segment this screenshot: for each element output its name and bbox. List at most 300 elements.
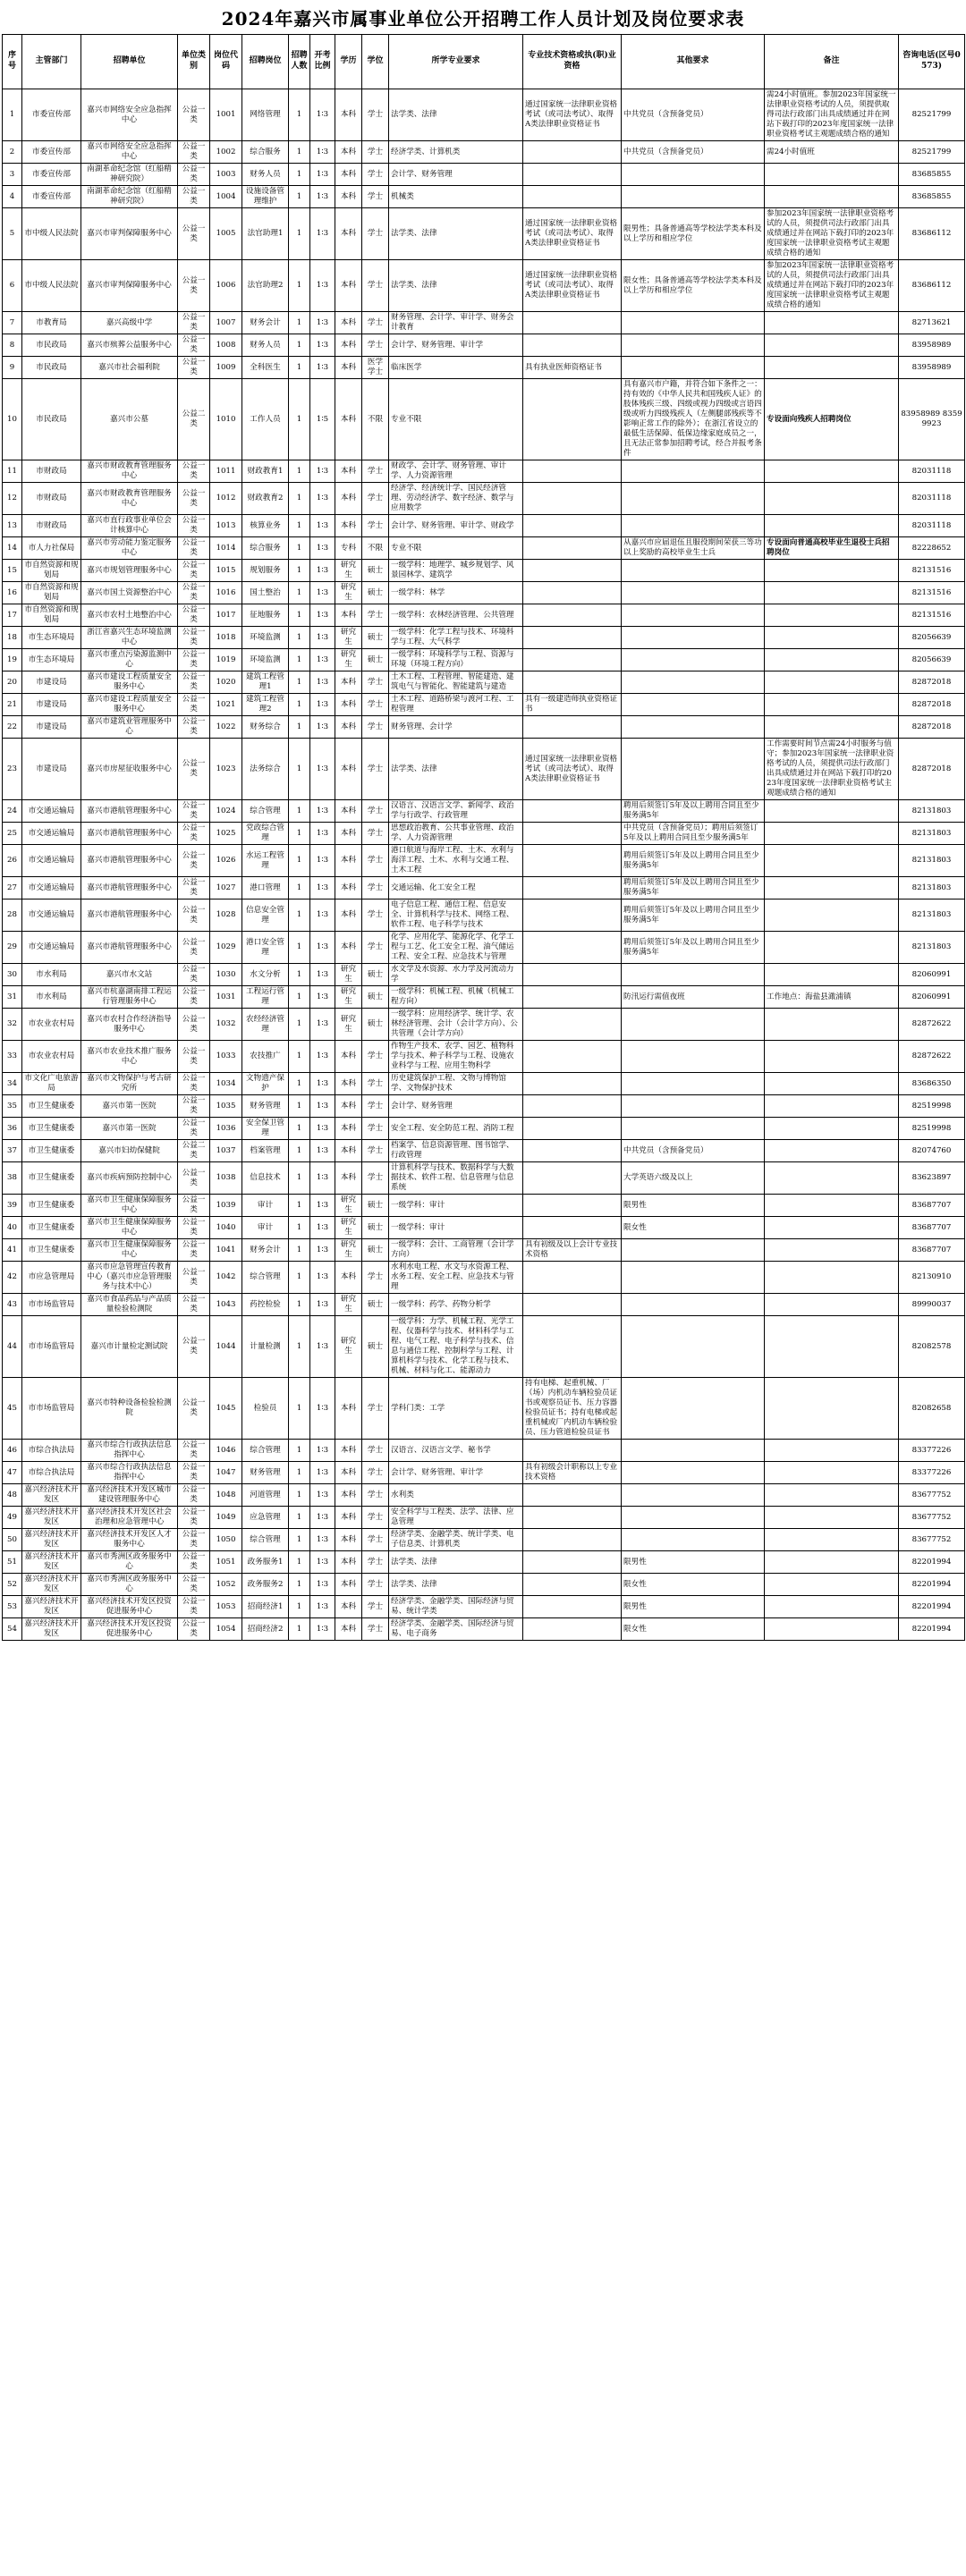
cell-remarks: [765, 312, 899, 334]
cell-headcount: 1: [289, 1294, 310, 1316]
cell-employer: 嘉兴市港航管理服务中心: [81, 932, 178, 964]
cell-phone: 82131803: [899, 932, 965, 964]
cell-phone: 83677752: [899, 1484, 965, 1507]
cell-index: 43: [3, 1294, 22, 1316]
cell-degree: 硕士: [362, 964, 389, 986]
cell-exam-ratio: 1∶3: [310, 1095, 335, 1118]
cell-unit-type: 公益一类: [178, 1009, 210, 1041]
cell-unit-type: 公益二类: [178, 1140, 210, 1162]
cell-exam-ratio: 1∶3: [310, 460, 335, 483]
cell-qualification: 具有初级及以上会计专业技术资格: [523, 1239, 622, 1262]
cell-qualification: [523, 845, 622, 877]
cell-major: 水利类: [389, 1484, 523, 1507]
cell-qualification: 通过国家统一法律职业资格考试（或司法考试）、取得A类法律职业资格证书: [523, 208, 622, 260]
cell-unit-type: 公益一类: [178, 89, 210, 141]
cell-headcount: 1: [289, 1529, 310, 1551]
cell-remarks: [765, 716, 899, 739]
cell-department: 市交通运输局: [22, 899, 81, 932]
cell-major: 一级学科：审计: [389, 1217, 523, 1239]
cell-index: 48: [3, 1484, 22, 1507]
cell-headcount: 1: [289, 1551, 310, 1574]
cell-phone: 82131803: [899, 877, 965, 899]
cell-headcount: 1: [289, 1507, 310, 1529]
cell-position-code: 1035: [210, 1095, 242, 1118]
cell-phone: 82031118: [899, 460, 965, 483]
cell-position: 法官助理1: [242, 208, 289, 260]
cell-major: 档案学、信息资源管理、图书馆学、行政管理: [389, 1140, 523, 1162]
cell-major: 土木工程、道路桥梁与渡河工程、工程管理: [389, 694, 523, 716]
cell-remarks: [765, 1551, 899, 1574]
cell-major: 港口航道与海岸工程、土木、水利与海洋工程、土木、水利与交通工程、土木工程: [389, 845, 523, 877]
cell-unit-type: 公益一类: [178, 1529, 210, 1551]
cell-position: 招商经济1: [242, 1596, 289, 1618]
cell-employer: 嘉兴市综合行政执法信息指挥中心: [81, 1440, 178, 1462]
cell-major: 电子信息工程、通信工程、信息安全、计算机科学与技术、网络工程、软件工程、电子科学与技术: [389, 899, 523, 932]
cell-phone: 82056639: [899, 649, 965, 671]
cell-phone: 83958989: [899, 334, 965, 357]
cell-headcount: 1: [289, 357, 310, 379]
cell-department: 市委宣传部: [22, 186, 81, 208]
cell-other-requirements: [622, 357, 765, 379]
cell-position: 国土整治: [242, 582, 289, 604]
cell-phone: 82060991: [899, 986, 965, 1009]
cell-major: 一级学科：化学工程与技术、环境科学与工程、大气科学: [389, 627, 523, 649]
cell-unit-type: 公益一类: [178, 1618, 210, 1641]
cell-qualification: [523, 334, 622, 357]
cell-position-code: 1015: [210, 560, 242, 582]
cell-employer: 嘉兴市港航管理服务中心: [81, 845, 178, 877]
cell-index: 41: [3, 1239, 22, 1262]
cell-department: 嘉兴经济技术开发区: [22, 1484, 81, 1507]
table-row: [3, 1378, 965, 1440]
cell-headcount: 1: [289, 1378, 310, 1440]
cell-employer: 嘉兴市审判保障服务中心: [81, 260, 178, 312]
cell-other-requirements: 聘用后须签订5年及以上聘用合同且至少服务满5年: [622, 800, 765, 823]
cell-position-code: 1019: [210, 649, 242, 671]
table-row: [3, 1462, 965, 1484]
cell-index: 40: [3, 1217, 22, 1239]
cell-employer: 嘉兴市财政教育管理服务中心: [81, 483, 178, 515]
cell-exam-ratio: 1∶3: [310, 208, 335, 260]
cell-degree: 学士: [362, 260, 389, 312]
cell-qualification: [523, 1484, 622, 1507]
table-row: [3, 260, 965, 312]
cell-other-requirements: 中共党员（含预备党员）: [622, 1140, 765, 1162]
cell-index: 35: [3, 1095, 22, 1118]
cell-position: 政务服务2: [242, 1574, 289, 1596]
cell-other-requirements: [622, 582, 765, 604]
cell-other-requirements: [622, 1462, 765, 1484]
cell-degree: 学士: [362, 460, 389, 483]
cell-remarks: [765, 671, 899, 694]
cell-education: 研究生: [335, 986, 362, 1009]
header-department: 主管部门: [22, 35, 81, 89]
cell-department: 市自然资源和规划局: [22, 560, 81, 582]
cell-major: 法学类、法律: [389, 739, 523, 800]
cell-other-requirements: 聘用后须签订5年及以上聘用合同且至少服务满5年: [622, 845, 765, 877]
cell-degree: 学士: [362, 1507, 389, 1529]
cell-unit-type: 公益一类: [178, 1262, 210, 1294]
cell-position-code: 1007: [210, 312, 242, 334]
cell-position-code: 1002: [210, 141, 242, 164]
cell-index: 12: [3, 483, 22, 515]
cell-other-requirements: 限女性: [622, 1618, 765, 1641]
cell-department: 市生态环境局: [22, 627, 81, 649]
cell-degree: 学士: [362, 334, 389, 357]
cell-degree: 学士: [362, 515, 389, 537]
cell-exam-ratio: 1∶3: [310, 823, 335, 845]
cell-remarks: [765, 1596, 899, 1618]
cell-department: 市自然资源和规划局: [22, 582, 81, 604]
cell-exam-ratio: 1∶3: [310, 483, 335, 515]
cell-unit-type: 公益一类: [178, 964, 210, 986]
cell-position: 农经经济管理: [242, 1009, 289, 1041]
cell-position: 招商经济2: [242, 1618, 289, 1641]
cell-phone: 83687707: [899, 1217, 965, 1239]
cell-education: 本科: [335, 1041, 362, 1073]
cell-exam-ratio: 1∶3: [310, 1140, 335, 1162]
cell-headcount: 1: [289, 627, 310, 649]
table-row: [3, 164, 965, 186]
cell-qualification: [523, 1009, 622, 1041]
cell-qualification: 具有一级建造师执业资格证书: [523, 694, 622, 716]
cell-index: 34: [3, 1073, 22, 1095]
cell-employer: 嘉兴市建筑业管理服务中心: [81, 716, 178, 739]
cell-qualification: [523, 1162, 622, 1195]
cell-headcount: 1: [289, 164, 310, 186]
cell-index: 36: [3, 1118, 22, 1140]
cell-major: 会计学、财务管理、审计学: [389, 334, 523, 357]
cell-remarks: [765, 877, 899, 899]
cell-position-code: 1006: [210, 260, 242, 312]
cell-index: 3: [3, 164, 22, 186]
cell-other-requirements: 限男性: [622, 1195, 765, 1217]
cell-phone: 82872018: [899, 671, 965, 694]
cell-headcount: 1: [289, 823, 310, 845]
cell-headcount: 1: [289, 845, 310, 877]
cell-degree: 学士: [362, 1596, 389, 1618]
cell-index: 17: [3, 604, 22, 627]
cell-department: 嘉兴经济技术开发区: [22, 1596, 81, 1618]
cell-position: 信息安全管理: [242, 899, 289, 932]
cell-position: 文物遗产保护: [242, 1073, 289, 1095]
cell-headcount: 1: [289, 141, 310, 164]
cell-employer: 嘉兴市直行政事业单位会计核算中心: [81, 515, 178, 537]
cell-index: 38: [3, 1162, 22, 1195]
cell-employer: 浙江省嘉兴生态环境监测中心: [81, 627, 178, 649]
cell-qualification: [523, 1073, 622, 1095]
cell-phone: 82082658: [899, 1378, 965, 1440]
cell-exam-ratio: 1∶3: [310, 1217, 335, 1239]
cell-headcount: 1: [289, 1095, 310, 1118]
cell-other-requirements: [622, 1073, 765, 1095]
cell-headcount: 1: [289, 1618, 310, 1641]
cell-headcount: 1: [289, 1140, 310, 1162]
cell-department: 市交通运输局: [22, 932, 81, 964]
cell-degree: 硕士: [362, 560, 389, 582]
cell-major: 安全科学与工程类、法学、法律、应急管理: [389, 1507, 523, 1529]
cell-degree: 学士: [362, 899, 389, 932]
cell-major: 作物生产技术、农学、园艺、植物科学与技术、种子科学与工程、设施农业科学与工程、应用生物科学: [389, 1041, 523, 1073]
cell-position: 财政教育2: [242, 483, 289, 515]
cell-index: 9: [3, 357, 22, 379]
cell-employer: 嘉兴市计量检定测试院: [81, 1316, 178, 1378]
cell-index: 29: [3, 932, 22, 964]
cell-position-code: 1026: [210, 845, 242, 877]
table-row: [3, 899, 965, 932]
cell-qualification: [523, 1507, 622, 1529]
cell-degree: 学士: [362, 1262, 389, 1294]
cell-education: 本科: [335, 357, 362, 379]
cell-degree: 学士: [362, 89, 389, 141]
cell-other-requirements: [622, 739, 765, 800]
cell-position-code: 1021: [210, 694, 242, 716]
cell-other-requirements: [622, 604, 765, 627]
cell-index: 18: [3, 627, 22, 649]
cell-phone: 83958989 83599923: [899, 379, 965, 460]
cell-employer: 嘉兴市网络安全应急指挥中心: [81, 141, 178, 164]
cell-headcount: 1: [289, 312, 310, 334]
cell-phone: 82201994: [899, 1618, 965, 1641]
cell-education: 本科: [335, 260, 362, 312]
cell-position-code: 1045: [210, 1378, 242, 1440]
cell-phone: 82074760: [899, 1140, 965, 1162]
cell-index: 26: [3, 845, 22, 877]
cell-unit-type: 公益一类: [178, 1551, 210, 1574]
cell-major: 一级学科：审计: [389, 1195, 523, 1217]
cell-qualification: [523, 1618, 622, 1641]
cell-position: 环境监测: [242, 627, 289, 649]
cell-phone: 82872018: [899, 739, 965, 800]
cell-qualification: [523, 1118, 622, 1140]
cell-position-code: 1025: [210, 823, 242, 845]
cell-education: 本科: [335, 1118, 362, 1140]
cell-phone: 83377226: [899, 1440, 965, 1462]
cell-qualification: [523, 379, 622, 460]
cell-phone: 83686112: [899, 260, 965, 312]
cell-position-code: 1052: [210, 1574, 242, 1596]
cell-employer: 嘉兴市规划管理服务中心: [81, 560, 178, 582]
cell-degree: 学士: [362, 671, 389, 694]
cell-remarks: [765, 649, 899, 671]
cell-index: 24: [3, 800, 22, 823]
cell-qualification: [523, 1551, 622, 1574]
cell-employer: 嘉兴市公墓: [81, 379, 178, 460]
cell-department: 市建设局: [22, 671, 81, 694]
cell-position-code: 1018: [210, 627, 242, 649]
cell-education: 研究生: [335, 1195, 362, 1217]
cell-education: 本科: [335, 312, 362, 334]
cell-education: 本科: [335, 800, 362, 823]
cell-other-requirements: [622, 694, 765, 716]
cell-department: 市财政局: [22, 483, 81, 515]
cell-index: 54: [3, 1618, 22, 1641]
cell-major: 法学类、法律: [389, 89, 523, 141]
cell-remarks: [765, 1118, 899, 1140]
cell-exam-ratio: 1∶3: [310, 141, 335, 164]
cell-unit-type: 公益一类: [178, 1574, 210, 1596]
cell-department: 市委宣传部: [22, 89, 81, 141]
cell-position-code: 1027: [210, 877, 242, 899]
cell-headcount: 1: [289, 899, 310, 932]
cell-employer: 嘉兴市港航管理服务中心: [81, 823, 178, 845]
cell-education: 本科: [335, 141, 362, 164]
cell-qualification: [523, 460, 622, 483]
cell-degree: 硕士: [362, 1009, 389, 1041]
cell-remarks: [765, 515, 899, 537]
cell-unit-type: 公益一类: [178, 823, 210, 845]
cell-index: 8: [3, 334, 22, 357]
table-row: [3, 716, 965, 739]
cell-index: 28: [3, 899, 22, 932]
cell-department: 市中级人民法院: [22, 208, 81, 260]
cell-employer: 嘉兴市网络安全应急指挥中心: [81, 89, 178, 141]
cell-index: 4: [3, 186, 22, 208]
cell-unit-type: 公益一类: [178, 1316, 210, 1378]
cell-exam-ratio: 1∶3: [310, 899, 335, 932]
cell-headcount: 1: [289, 694, 310, 716]
cell-employer: 嘉兴市农村土地整治中心: [81, 604, 178, 627]
cell-degree: 硕士: [362, 649, 389, 671]
cell-education: 研究生: [335, 1316, 362, 1378]
cell-headcount: 1: [289, 208, 310, 260]
header-major: 所学专业要求: [389, 35, 523, 89]
cell-index: 47: [3, 1462, 22, 1484]
cell-major: 历史建筑保护工程、文物与博物馆学、文物保护技术: [389, 1073, 523, 1095]
table-row: [3, 357, 965, 379]
cell-other-requirements: [622, 1378, 765, 1440]
cell-position: 计量检测: [242, 1316, 289, 1378]
cell-other-requirements: [622, 1294, 765, 1316]
cell-index: 51: [3, 1551, 22, 1574]
cell-degree: 医学学士: [362, 357, 389, 379]
header-exam-ratio: 开考比例: [310, 35, 335, 89]
cell-index: 2: [3, 141, 22, 164]
cell-exam-ratio: 1∶3: [310, 1262, 335, 1294]
cell-employer: 嘉兴市建设工程质量安全服务中心: [81, 694, 178, 716]
cell-major: 一级学科：药学、药物分析学: [389, 1294, 523, 1316]
cell-position: 审计: [242, 1195, 289, 1217]
cell-position: 财务人员: [242, 334, 289, 357]
cell-phone: 82519998: [899, 1118, 965, 1140]
cell-education: 研究生: [335, 1009, 362, 1041]
header-unit-type: 单位类别: [178, 35, 210, 89]
cell-phone: 83685855: [899, 186, 965, 208]
table-row: [3, 649, 965, 671]
cell-unit-type: 公益一类: [178, 260, 210, 312]
cell-education: 本科: [335, 1095, 362, 1118]
cell-exam-ratio: 1∶3: [310, 1195, 335, 1217]
cell-position: 财务会计: [242, 1239, 289, 1262]
table-row: [3, 379, 965, 460]
cell-remarks: 参加2023年国家统一法律职业资格考试的人员，须提供司法行政部门出具成绩通过并在网站下载打印的2023年度国家统一法律职业资格考试主观题成绩合格的通知: [765, 260, 899, 312]
table-row: [3, 483, 965, 515]
table-row: [3, 877, 965, 899]
cell-headcount: 1: [289, 1041, 310, 1073]
cell-headcount: 1: [289, 334, 310, 357]
table-row: [3, 964, 965, 986]
table-row: [3, 1073, 965, 1095]
cell-exam-ratio: 1∶3: [310, 739, 335, 800]
cell-other-requirements: [622, 671, 765, 694]
cell-phone: 82872018: [899, 694, 965, 716]
cell-qualification: [523, 312, 622, 334]
cell-degree: 学士: [362, 739, 389, 800]
cell-index: 42: [3, 1262, 22, 1294]
cell-phone: 82082578: [899, 1316, 965, 1378]
cell-position-code: 1030: [210, 964, 242, 986]
cell-department: 市卫生健康委: [22, 1217, 81, 1239]
cell-qualification: [523, 582, 622, 604]
table-row: [3, 823, 965, 845]
cell-other-requirements: 中共党员（含预备党员）: [622, 141, 765, 164]
cell-unit-type: 公益二类: [178, 379, 210, 460]
table-row: [3, 1009, 965, 1041]
cell-exam-ratio: 1∶3: [310, 260, 335, 312]
table-row: [3, 932, 965, 964]
cell-education: 本科: [335, 89, 362, 141]
cell-major: 法学类、法律: [389, 1551, 523, 1574]
cell-education: 本科: [335, 1073, 362, 1095]
cell-exam-ratio: 1∶3: [310, 312, 335, 334]
cell-degree: 硕士: [362, 1239, 389, 1262]
cell-phone: 83677752: [899, 1507, 965, 1529]
cell-exam-ratio: 1∶3: [310, 800, 335, 823]
cell-education: 本科: [335, 1507, 362, 1529]
cell-position: 综合管理: [242, 1262, 289, 1294]
cell-degree: 学士: [362, 186, 389, 208]
cell-position: 港口管理: [242, 877, 289, 899]
cell-exam-ratio: 1∶3: [310, 1618, 335, 1641]
cell-unit-type: 公益一类: [178, 186, 210, 208]
cell-position-code: 1017: [210, 604, 242, 627]
cell-position: 综合服务: [242, 537, 289, 560]
cell-position-code: 1029: [210, 932, 242, 964]
cell-department: 市中级人民法院: [22, 260, 81, 312]
cell-index: 37: [3, 1140, 22, 1162]
cell-unit-type: 公益一类: [178, 1041, 210, 1073]
cell-other-requirements: [622, 560, 765, 582]
cell-headcount: 1: [289, 986, 310, 1009]
cell-headcount: 1: [289, 483, 310, 515]
cell-position: 审计: [242, 1217, 289, 1239]
cell-degree: 学士: [362, 1618, 389, 1641]
cell-unit-type: 公益一类: [178, 932, 210, 964]
cell-education: 本科: [335, 1378, 362, 1440]
cell-other-requirements: [622, 1118, 765, 1140]
cell-exam-ratio: 1∶3: [310, 1378, 335, 1440]
cell-headcount: 1: [289, 1440, 310, 1462]
cell-position: 河道管理: [242, 1484, 289, 1507]
cell-exam-ratio: 1∶3: [310, 1440, 335, 1462]
cell-headcount: 1: [289, 379, 310, 460]
cell-index: 50: [3, 1529, 22, 1551]
cell-employer: 嘉兴市国土资源整治中心: [81, 582, 178, 604]
cell-position-code: 1024: [210, 800, 242, 823]
cell-position-code: 1042: [210, 1262, 242, 1294]
cell-position: 水文分析: [242, 964, 289, 986]
cell-qualification: [523, 823, 622, 845]
cell-major: 经济学类、金融学类、国际经济与贸易、电子商务: [389, 1618, 523, 1641]
cell-position-code: 1022: [210, 716, 242, 739]
cell-unit-type: 公益一类: [178, 1378, 210, 1440]
cell-position-code: 1011: [210, 460, 242, 483]
cell-education: 本科: [335, 1484, 362, 1507]
cell-department: 嘉兴经济技术开发区: [22, 1529, 81, 1551]
cell-employer: 嘉兴经济技术开发区社会治理和应急管理中心: [81, 1507, 178, 1529]
cell-degree: 学士: [362, 1073, 389, 1095]
header-education: 学历: [335, 35, 362, 89]
